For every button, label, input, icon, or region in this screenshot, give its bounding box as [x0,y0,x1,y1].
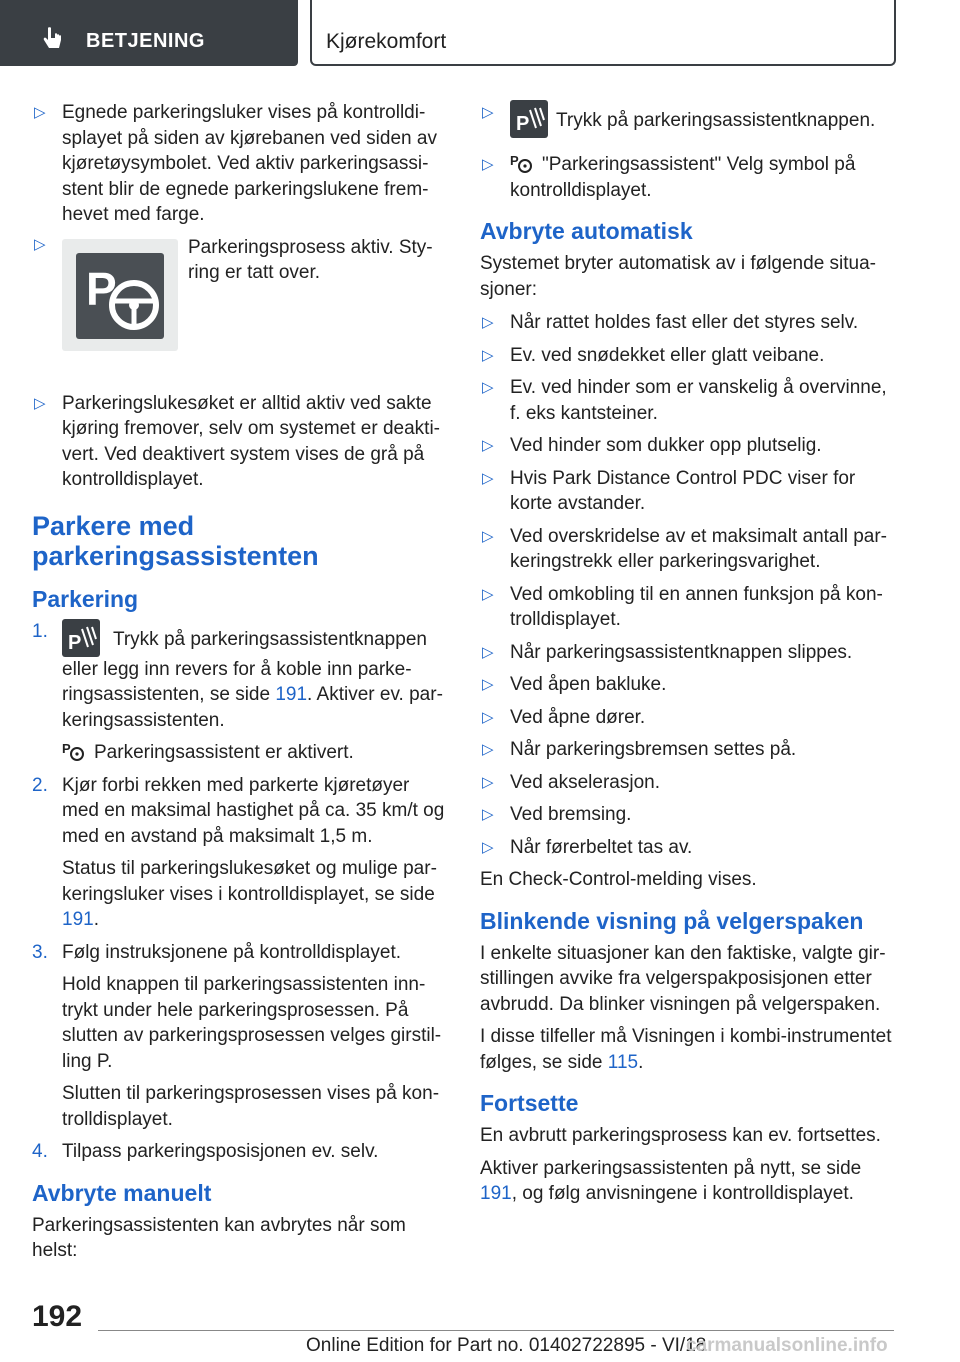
step-4: 4. Tilpass parkeringsposisjonen ev. selv. [32,1141,379,1162]
list-item: ▷ Ved hinder som dukker opp plutselig. [480,433,894,459]
parking-assistant-button-icon [62,619,100,657]
page-link[interactable]: 191 [275,684,308,705]
triangle-bullet-icon: ▷ [482,527,494,545]
triangle-bullet-icon: ▷ [482,676,494,693]
step-2: 2. Kjør forbi rekken med parkerte kjøretøyer med en maksimal hastighet på ca. 35 km/t og med en avstand på maksimalt 1,5 m. [32,774,445,847]
list-item: ▷ Egnede parkeringsluker vises på kontrolldisplayet på siden av kjørebanen ved siden av kjøretøysymbolet. Ved aktiv parkeringsassistent blir de egnede parkeringslukene fremhevet med farge. [34,102,437,225]
right-column [480,100,894,1207]
blink-text-1: I enkelte situasjoner kan den faktiske, valgte girstillingen avvike fra velgerspakposisjonen etter avbrudd. Da blinker visningen på velgerspaken. [480,942,886,1015]
triangle-bullet-icon: ▷ [482,643,494,661]
step-1-note: P Parkeringsassistent er aktivert. [62,741,354,763]
svg-text:P: P [62,741,71,756]
list-item: ▷ Ev. ved hinder som er vanskelig å overvinne, f. eks kantsteiner. [482,377,887,424]
triangle-bullet-icon: ▷ [482,585,494,603]
list-item: ▷ Ved åpen bakluke. [480,672,894,698]
triangle-bullet-icon: ▷ [34,394,46,412]
step-2-note: Status til parkeringslukesøket og mulige parkeringsluker vises i kontrolldisplayet, se side 191. [62,858,437,930]
list-item: ▷ P Trykk på parkeringsassistentknappen. [480,100,894,138]
step-3-note-2: Slutten til parkeringsprosessen vises på kontrolldisplayet. [62,1083,440,1130]
page-number: 192 [32,1300,83,1333]
section-heading: Parkere med parkeringsassistenten [32,510,319,571]
parking-assistant-button-icon [510,100,548,138]
left-column [32,100,446,1264]
triangle-bullet-icon: ▷ [482,708,494,726]
svg-text:P: P [510,153,519,168]
subheading-parkering: Parkering [32,585,139,612]
list-item: ▷ Når parkeringsbremsen settes på. [480,737,894,763]
continue-text-1: En avbrutt parkeringsprosess kan ev. fortsettes. [480,1125,881,1146]
auto-intro: Systemet bryter automatisk av i følgende situasjoner: [480,253,876,300]
page-link[interactable]: 191 [62,909,94,930]
triangle-bullet-icon: ▷ [482,469,494,487]
triangle-bullet-icon: ▷ [482,314,494,331]
subheading-manual: Avbryte manuelt [32,1179,212,1206]
triangle-bullet-icon: ▷ [34,235,46,253]
triangle-bullet-icon: ▷ [482,838,494,856]
subheading-blink: Blinkende visning på velgerspaken [480,907,864,934]
list-item: ▷ Ved åpne dører. [480,705,894,731]
step-1: 1. P Trykk på parkeringsassistentknappen eller legg inn revers for å koble inn parkeringsassistenten, se side 191. Aktiver ev. parkeringsassistenten. [32,620,443,731]
triangle-bullet-icon: ▷ [482,741,494,758]
list-item: ▷ Ved akselerasjon. [480,770,894,796]
list-item: ▷ Ev. ved snødekket eller glatt veibane. [480,343,894,369]
subheading-auto: Avbryte automatisk [480,218,693,244]
step-3: 3. Følg instruksjonene på kontrolldisplayet. [32,941,402,963]
triangle-bullet-icon: ▷ [482,156,494,173]
edition-text: Online Edition for Part no. 01402722895 - VI/18 [306,1335,707,1356]
chapter-tab [310,0,896,66]
triangle-bullet-icon: ▷ [482,346,494,364]
manual-text: Parkeringsassistenten kan avbrytes når som helst: [32,1214,406,1261]
continue-text-2: Aktiver parkeringsassistenten på nytt, se side 191, og følg anvisningene i kontrolldisplayet. [480,1157,862,1204]
blink-text-2: I disse tilfeller må Visningen i kombi-instrumentet følges, se side 115. [480,1026,892,1073]
list-item: ▷ Ved overskridelse av et maksimalt antall parkeringstrekk eller parkeringsvarighet. [482,525,887,572]
page-header [0,0,960,66]
watermark: carmanualsonline.info [686,1335,888,1356]
list-item: ▷ P Parkeringsprosess aktiv. Styring er tatt over. [32,235,446,377]
section-label: BETJENING [86,30,205,52]
triangle-bullet-icon: ▷ [482,379,494,396]
parking-assistant-symbol-icon [62,740,86,762]
svg-text:P: P [68,631,82,654]
triangle-bullet-icon: ▷ [482,437,494,454]
triangle-bullet-icon: ▷ [482,806,494,823]
hand-pointer-icon [40,26,66,52]
triangle-bullet-icon: ▷ [482,773,494,791]
subheading-continue: Fortsette [480,1090,579,1116]
footer-divider [98,1330,894,1331]
triangle-bullet-icon: ▷ [34,104,46,121]
triangle-bullet-icon: ▷ [482,104,494,121]
svg-text:P: P [516,113,530,135]
parking-assistant-symbol-icon [510,152,534,174]
list-item: ▷ Når førerbeltet tas av. [480,835,894,861]
list-item: ▷ Ved bremsing. [480,802,894,828]
list-item: ▷ Ved omkobling til en annen funksjon på kontrolldisplayet. [482,583,883,630]
page-link[interactable]: 115 [607,1051,639,1073]
list-item: ▷ Når parkeringsassistentknappen slippes. [480,640,894,666]
page-link[interactable]: 191 [480,1183,512,1204]
list-item: ▷ Hvis Park Distance Control PDC viser for korte avstander. [482,467,856,514]
svg-text:P: P [86,262,117,315]
chapter-label: Kjørekomfort [326,30,447,53]
auto-list [480,310,894,860]
step-3-note-1: Hold knappen til parkeringsassistenten inntrykt under hele parkeringsprosessen. På slutten av parkeringsprosessen velges girstilling P. [62,974,442,1072]
parking-steering-wheel-icon [62,239,178,351]
section-tab [0,0,298,66]
auto-outro: En Check-Control-melding vises. [480,869,757,890]
list-item: ▷ Parkeringslukesøket er alltid aktiv ved sakte kjøring fremover, selv om systemet er deaktivert. Ved deaktivert system vises de grå på kontrolldisplayet. [34,392,440,490]
list-item: ▷ Når rattet holdes fast eller det styres selv. [480,310,894,336]
list-item: ▷ P "Parkeringsassistent" Velg symbol på kontrolldisplayet. [482,153,856,201]
